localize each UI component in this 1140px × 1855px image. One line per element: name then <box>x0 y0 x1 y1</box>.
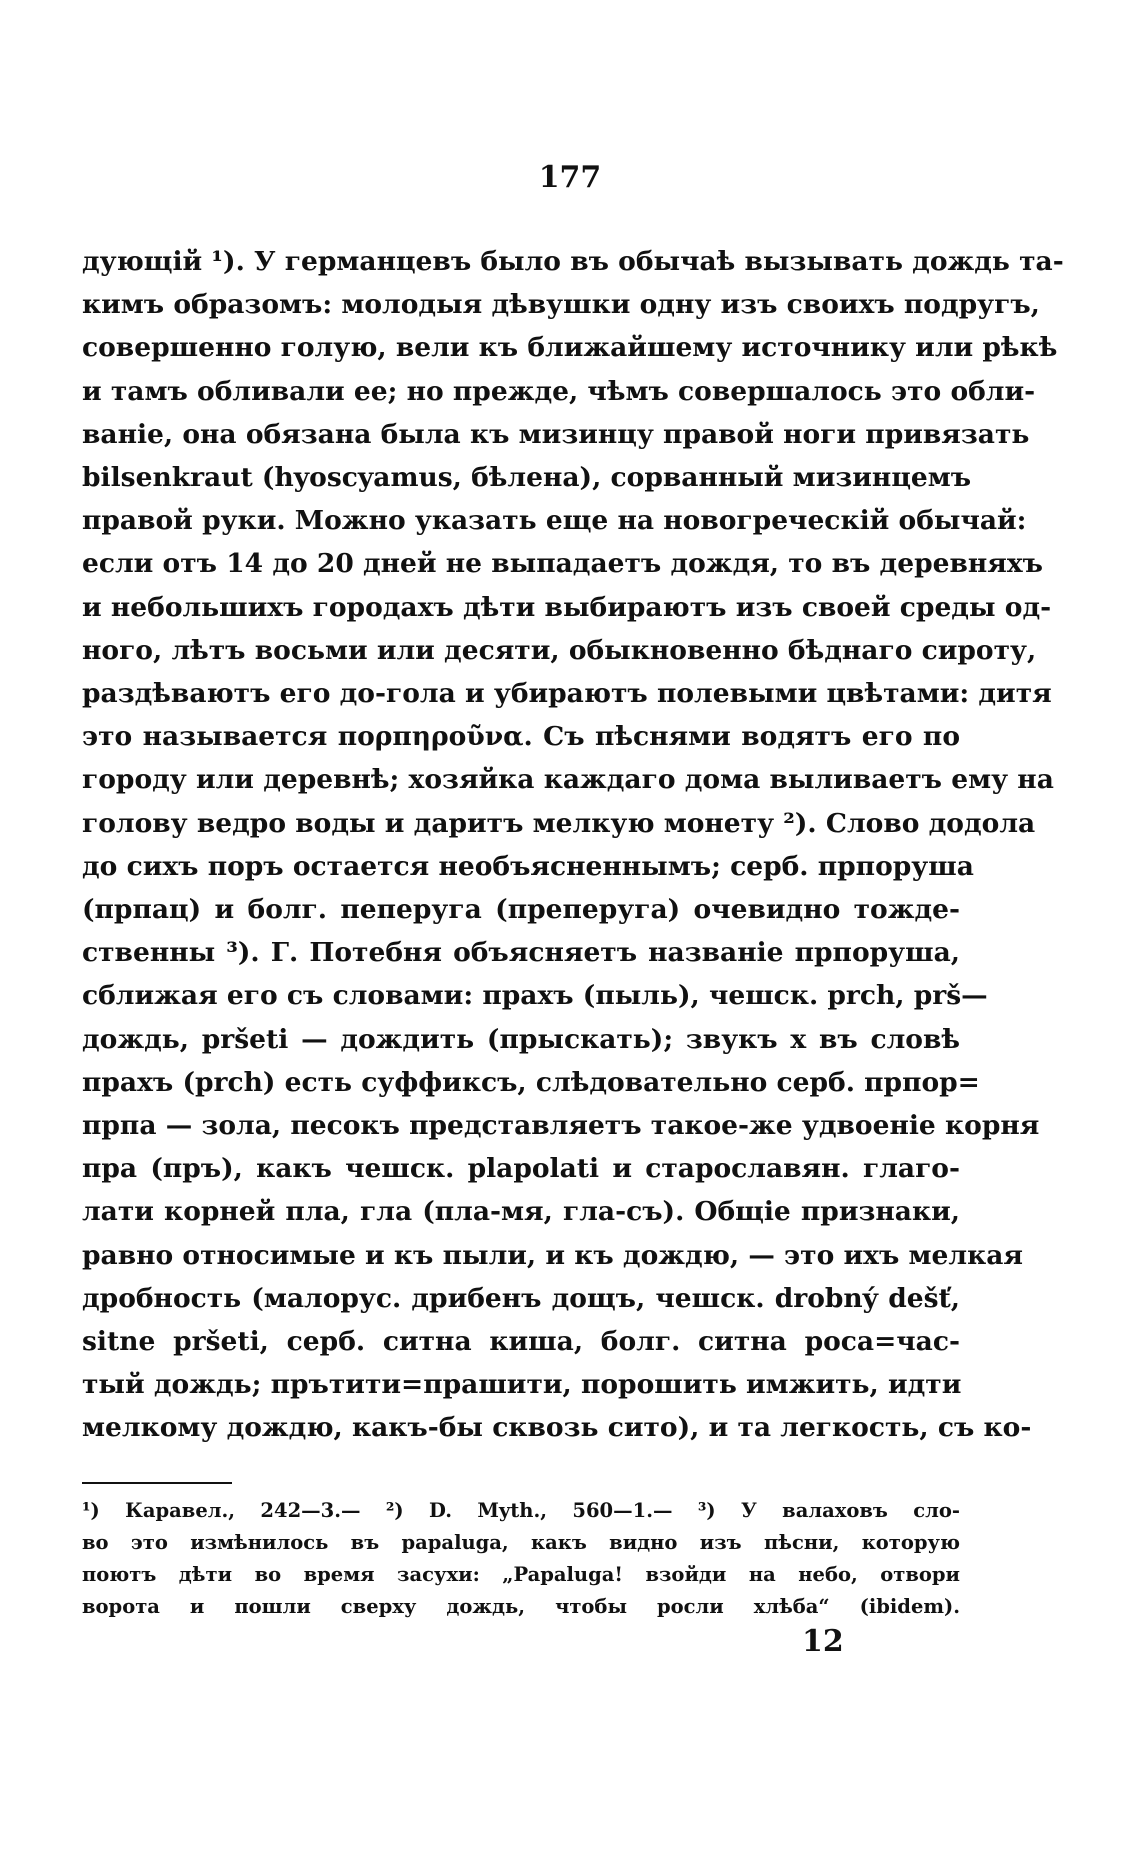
footnote-line: поютъ дѣти во время засухи: „Papaluga! взойди на небо, отвори <box>82 1563 960 1586</box>
text-line: равно относимые и къ пыли, и къ дождю, — это ихъ мелкая <box>82 1239 1023 1271</box>
text-line: пра (пръ), какъ чешск. plapolati и старославян. глаго- <box>82 1153 960 1185</box>
signature-mark: 12 <box>802 1624 844 1659</box>
text-line: дождь, pršeti — дождить (прыскать); звукъ х въ словѣ <box>82 1023 960 1055</box>
text-line: это называется πορπηροῦνα. Съ пѣснями водятъ его по <box>82 721 960 753</box>
text-line: прахъ (prch) есть суффиксъ, слѣдовательно серб. прпор= <box>82 1066 980 1098</box>
footnote-line: во это измѣнилось въ papaluga, какъ видно изъ пѣсни, которую <box>82 1531 960 1554</box>
text-line: правой руки. Можно указать еще на новогреческій обычай: <box>82 505 1027 537</box>
text-line: bilsenkraut (hyoscyamus, бѣлена), сорванный мизинцемъ <box>82 462 972 494</box>
text-line: лати корней пла, гла (пла-мя, гла-съ). Общіе признаки, <box>82 1196 960 1228</box>
text-line: если отъ 14 до 20 дней не выпадаетъ дождя, то въ деревняхъ <box>82 548 1043 580</box>
text-line: голову ведро воды и даритъ мелкую монету ²). Слово додола <box>82 807 1036 839</box>
main-text <box>82 240 1064 1450</box>
footnotes <box>82 1495 960 1623</box>
text-line: дробность (малорус. дрибенъ дощъ, чешск. drobný dešť, <box>82 1282 960 1314</box>
text-line: дующій ¹). У германцевъ было въ обычаѣ вызывать дождь та- <box>82 246 1064 277</box>
text-line: ственны ³). Г. Потебня объясняетъ названіе прпоруша, <box>82 937 960 969</box>
text-line: сближая его съ словами: прахъ (пыль), чешск. prch, prš— <box>82 980 988 1012</box>
text-line: мелкому дождю, какъ-бы сквозь сито), и та легкость, съ ко- <box>82 1412 1032 1444</box>
text-line: ваніе, она обязана была къ мизинцу правой ноги привязать <box>82 418 1030 450</box>
footnote-line: ¹) Каравел., 242—3.— ²) D. Myth., 560—1.— ³) У валаховъ сло- <box>82 1499 960 1522</box>
text-line: и тамъ обливали ее; но прежде, чѣмъ совершалось это обли- <box>82 375 1036 407</box>
text-line: тый дождь; прътити=прашити, порошить имжить, идти <box>82 1369 962 1401</box>
text-line: кимъ образомъ: молодыя дѣвушки одну изъ своихъ подругъ, <box>82 289 1040 321</box>
text-line: до сихъ поръ остается необъясненнымъ; серб. прпоруша <box>82 850 974 882</box>
footnote-line: ворота и пошли сверху дождь, чтобы росли хлѣба“ (ibidem). <box>82 1595 960 1618</box>
page-number: 177 <box>538 160 602 195</box>
text-line: ного, лѣтъ восьми или десяти, обыкновенно бѣднаго сироту, <box>82 634 1037 666</box>
text-line: городу или деревнѣ; хозяйка каждаго дома выливаетъ ему на <box>82 764 1054 796</box>
text-line: совершенно голую, вели къ ближайшему источнику или рѣкѣ <box>82 332 1058 364</box>
text-line: (прпац) и болг. пеперуга (преперуга) очевидно тожде- <box>82 894 960 926</box>
text-line: и небольшихъ городахъ дѣти выбираютъ изъ своей среды од- <box>82 591 1052 623</box>
text-line: sitne pršeti, серб. ситна киша, болг. ситна роса=час- <box>82 1326 960 1358</box>
footnote-rule <box>82 1482 232 1484</box>
text-line: раздѣваютъ его до-гола и убираютъ полевыми цвѣтами: дитя <box>82 678 1052 710</box>
text-line: прпа — зола, песокъ представляетъ такое-же удвоеніе корня <box>82 1110 1040 1142</box>
